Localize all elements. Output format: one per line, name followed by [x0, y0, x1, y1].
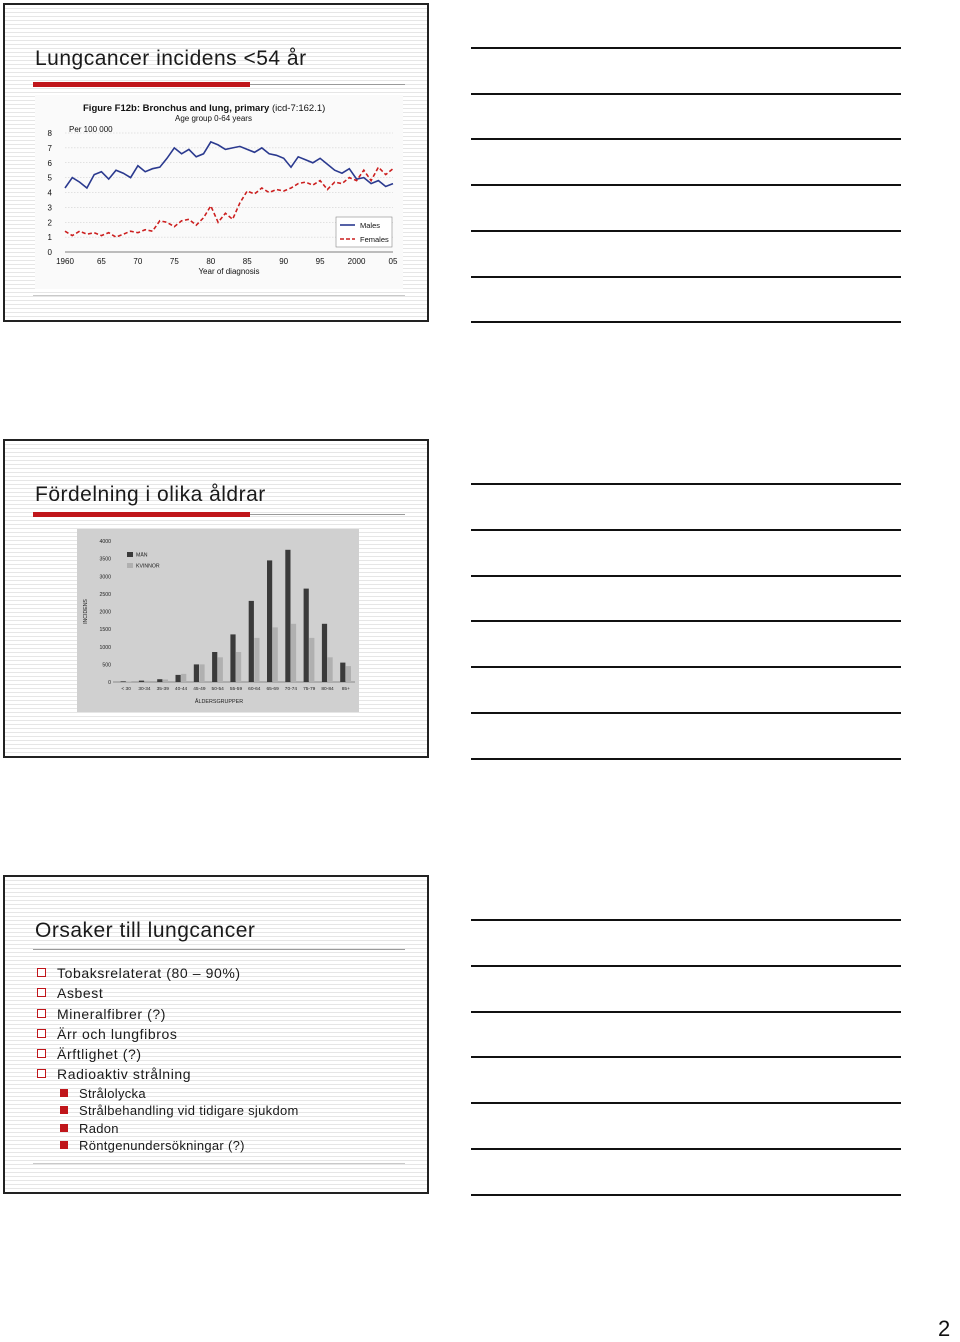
bar-män [304, 589, 309, 682]
sub-list-item: Strålbehandling vid tidigare sjukdom [57, 1102, 299, 1119]
note-line [471, 666, 901, 668]
x-tick-label: 35-39 [156, 687, 169, 692]
bar-män [194, 664, 199, 682]
y-tick-label: 0 [108, 680, 111, 686]
x-tick-label: 1960 [56, 257, 74, 266]
age-distribution-bar-chart [77, 529, 359, 712]
y-tick-label: 1 [47, 233, 52, 243]
note-line [471, 965, 901, 967]
bar-kvinnor [126, 682, 131, 683]
y-tick-label: 2000 [99, 609, 111, 616]
list-item: Ärr och lungfibros [37, 1024, 299, 1044]
x-tick-label: 75-79 [303, 687, 316, 692]
slide-3-bottom-rule [33, 1163, 405, 1164]
x-tick-label: 85 [242, 257, 252, 266]
legend-label: MÄN [136, 552, 148, 559]
note-line [471, 276, 901, 278]
note-line [471, 1148, 901, 1150]
x-tick-label: 85+ [341, 687, 350, 692]
note-line [471, 138, 901, 140]
bar-män [139, 681, 144, 682]
y-tick-label: 6 [47, 158, 52, 168]
list-item: Asbest [37, 983, 299, 1003]
x-tick-label: 40-44 [174, 687, 188, 692]
y-tick-label: 1500 [99, 627, 111, 634]
filled-square-bullet-icon [60, 1124, 68, 1132]
y-tick-label: 2500 [99, 591, 111, 598]
title-rule-red [33, 82, 250, 87]
slide-2-title: Fördelning i olika åldrar [35, 483, 266, 506]
title-rule-grey [250, 514, 405, 515]
note-line [471, 1011, 901, 1013]
incidence-line-chart [35, 95, 403, 289]
bar-män [285, 550, 290, 682]
causes-list [37, 963, 299, 1154]
title-rule-grey [250, 84, 405, 85]
x-tick-label: 90 [279, 257, 289, 266]
list-item: Tobaksrelaterat (80 – 90%) [37, 963, 299, 983]
slide-1-bottom-rule [33, 295, 405, 296]
x-tick-label: 80 [206, 257, 216, 266]
legend-label: Males [360, 221, 381, 230]
y-tick-label: 8 [47, 129, 52, 138]
chart-subtitle: Age group 0-64 years [175, 114, 252, 123]
chart-title: Figure F12b: Bronchus and lung, primary (icd-7:162.1) [83, 103, 326, 114]
note-line [471, 184, 901, 186]
filled-square-bullet-icon [60, 1089, 68, 1097]
slide-3-title: Orsaker till lungcancer [35, 919, 256, 942]
legend-swatch [127, 552, 133, 557]
note-line [471, 230, 901, 232]
note-line [471, 1194, 901, 1196]
bar-kvinnor [309, 638, 314, 682]
y-tick-label: 4000 [99, 539, 111, 545]
bar-män [157, 679, 162, 682]
legend-swatch [127, 563, 133, 568]
list-item: Mineralfibrer (?) [37, 1004, 299, 1024]
bar-kvinnor [145, 681, 150, 682]
x-tick-label: 95 [315, 257, 325, 266]
x-tick-label: 80-84 [321, 687, 334, 692]
x-tick-label: 65 [96, 257, 106, 266]
bar-kvinnor [273, 627, 278, 682]
x-tick-label: 50-54 [211, 687, 224, 692]
incidence-line-chart-panel [35, 95, 403, 289]
x-tick-label: < 30 [121, 687, 131, 692]
x-tick-label: 70-74 [284, 687, 298, 692]
slide-3 [3, 875, 429, 1194]
x-tick-label: 55-59 [229, 687, 243, 692]
bar-kvinnor [218, 657, 223, 682]
bar-män [322, 624, 327, 682]
x-tick-label: 60-64 [248, 687, 261, 692]
radiation-sub-list [57, 1085, 299, 1155]
note-line [471, 1056, 901, 1058]
note-line [471, 529, 901, 531]
bar-kvinnor [181, 674, 186, 682]
y-tick-label: 1000 [99, 644, 111, 651]
hollow-square-bullet-icon [37, 988, 46, 997]
y-tick-label: 2 [47, 218, 52, 228]
y-tick-label: 500 [102, 662, 111, 669]
note-line [471, 483, 901, 485]
note-line [471, 712, 901, 714]
page-number: 2 [938, 1316, 951, 1341]
y-tick-label: 7 [47, 143, 52, 153]
bar-kvinnor [236, 652, 241, 682]
x-axis-label: Year of diagnosis [198, 267, 260, 276]
y-tick-label: 0 [47, 248, 52, 257]
y-tick-label: 3000 [99, 574, 111, 581]
bar-män [267, 560, 272, 682]
slide-2 [3, 439, 429, 758]
bar-män [249, 601, 254, 682]
hollow-square-bullet-icon [37, 1069, 46, 1078]
x-tick-label: 75 [169, 257, 179, 266]
slide-1-title: Lungcancer incidens <54 år [35, 47, 307, 70]
note-line [471, 321, 901, 323]
legend-label: Females [360, 235, 389, 244]
list-item: Ärftlighet (?) [37, 1044, 299, 1064]
bar-kvinnor [291, 624, 296, 682]
bar-män [340, 663, 345, 682]
title-rule-grey [33, 949, 405, 950]
bar-män [230, 634, 235, 682]
age-distribution-bar-chart-panel [77, 529, 359, 712]
x-tick-label: 30-34 [138, 687, 151, 692]
bar-män [212, 652, 217, 682]
chart-legend [336, 217, 392, 247]
bar-kvinnor [199, 664, 204, 682]
note-line [471, 620, 901, 622]
filled-square-bullet-icon [60, 1106, 68, 1114]
hollow-square-bullet-icon [37, 968, 46, 977]
slide-1 [3, 3, 429, 322]
note-line [471, 93, 901, 95]
y-tick-label: 3500 [99, 556, 111, 563]
y-axis-label: INCIDENS [83, 599, 89, 624]
y-tick-label: 5 [47, 173, 52, 183]
sub-list-item: Strålolycka [57, 1085, 299, 1102]
bar-kvinnor [254, 638, 259, 682]
x-axis-label: ÅLDERSGRUPPER [194, 699, 244, 705]
filled-square-bullet-icon [60, 1141, 68, 1149]
x-tick-label: 05 [388, 257, 398, 266]
y-axis-label: Per 100 000 [69, 125, 113, 134]
y-tick-label: 4 [47, 188, 52, 198]
chart-title-code: (icd-7:162.1) [271, 103, 326, 114]
sub-list-item: Röntgenundersökningar (?) [57, 1137, 299, 1154]
hollow-square-bullet-icon [37, 1029, 46, 1038]
bar-kvinnor [346, 666, 351, 682]
x-tick-label: 2000 [347, 257, 366, 266]
x-tick-label: 45-49 [193, 687, 206, 692]
x-tick-label: 70 [133, 257, 143, 266]
y-tick-label: 3 [47, 203, 52, 213]
x-tick-label: 65-69 [266, 687, 279, 692]
note-line [471, 47, 901, 49]
note-line [471, 919, 901, 921]
sub-list-item: Radon [57, 1120, 299, 1137]
note-line [471, 758, 901, 760]
list-item: Radioaktiv strålning Strålolycka Strålbehandling vid tidigare sjukdom Radon Röntgenundersökningar (?) [37, 1064, 299, 1154]
chart-legend [127, 552, 160, 570]
bar-män [176, 675, 181, 682]
note-line [471, 575, 901, 577]
series-line-males [65, 142, 393, 188]
legend-label: KVINNOR [136, 563, 160, 570]
hollow-square-bullet-icon [37, 1009, 46, 1018]
bar-män [121, 681, 126, 682]
bar-kvinnor [328, 657, 333, 682]
title-rule-red [33, 512, 250, 517]
hollow-square-bullet-icon [37, 1049, 46, 1058]
bar-kvinnor [163, 680, 168, 683]
note-line [471, 1102, 901, 1104]
